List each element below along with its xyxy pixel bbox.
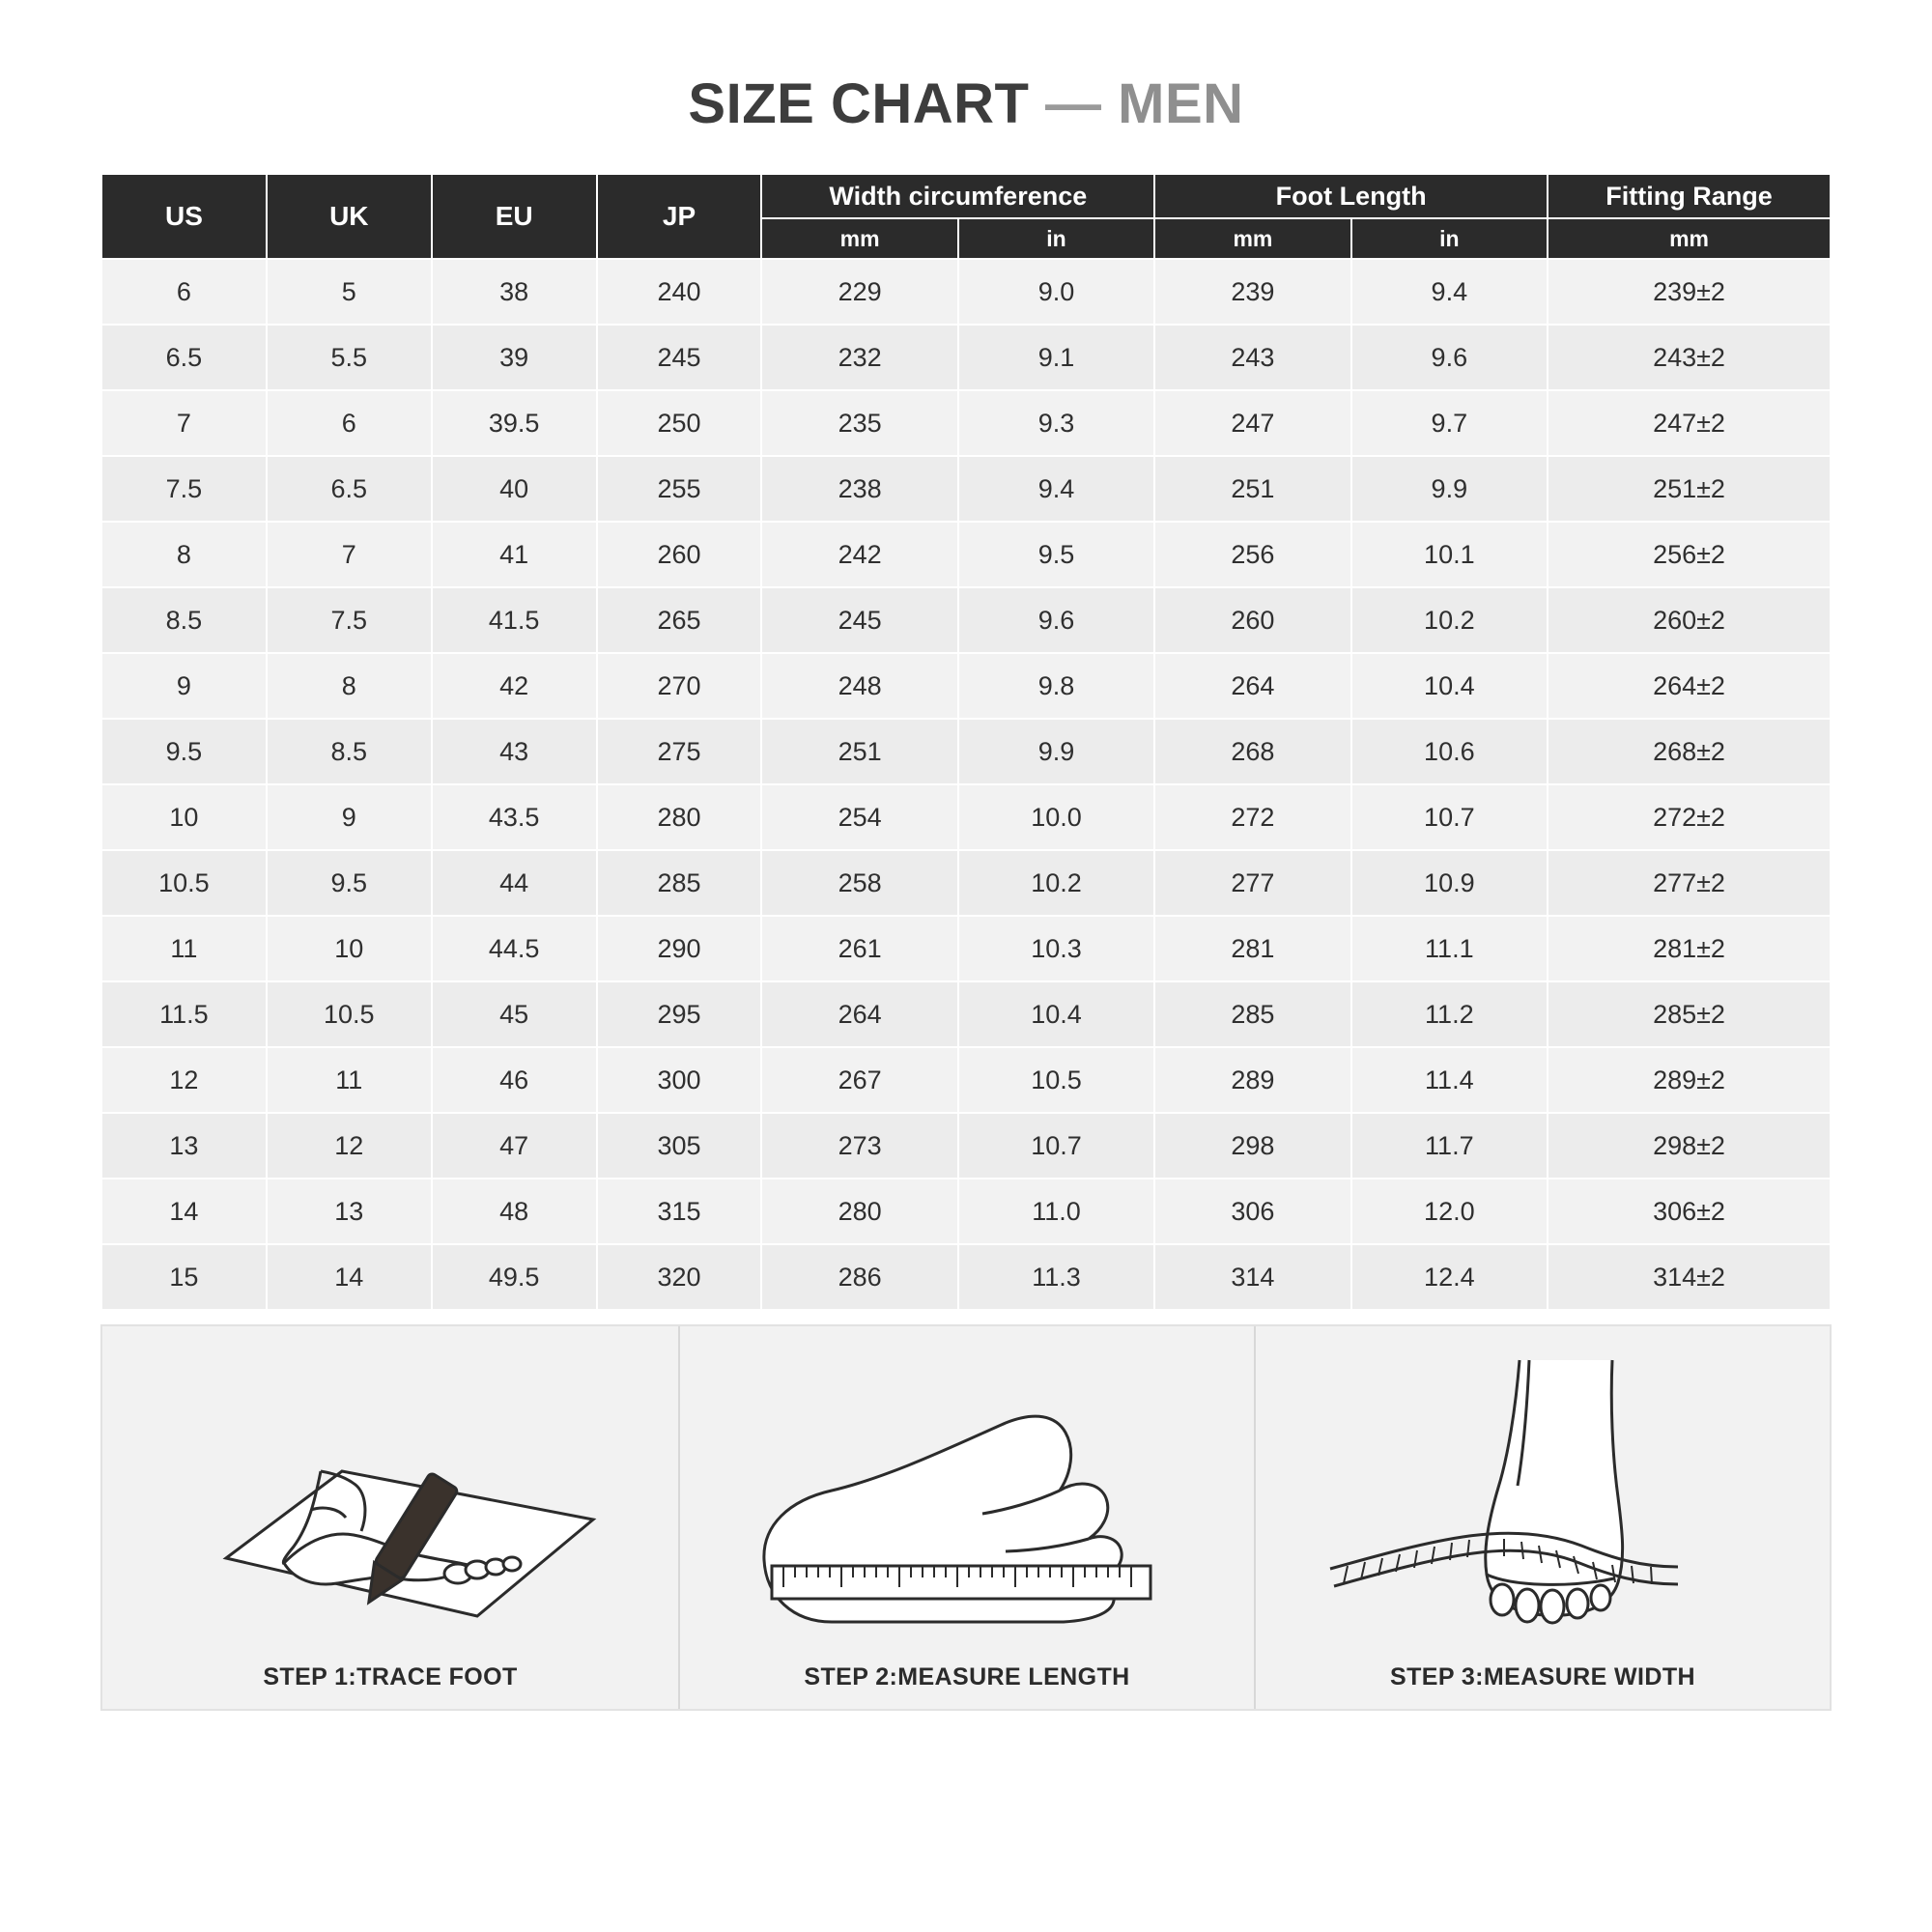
table-cell: 9.5: [958, 522, 1154, 587]
table-cell: 6: [267, 390, 432, 456]
table-cell: 300: [597, 1047, 762, 1113]
step-caption-2: STEP 2:MEASURE LENGTH: [804, 1663, 1130, 1690]
table-cell: 9.8: [958, 653, 1154, 719]
step-measure-length: [678, 1326, 1254, 1709]
table-cell: 10.7: [1351, 784, 1548, 850]
table-cell: 10.2: [1351, 587, 1548, 653]
page-title-dash: —: [1045, 72, 1102, 135]
table-cell: 240: [597, 259, 762, 325]
table-cell: 260: [1154, 587, 1350, 653]
table-cell: 10: [267, 916, 432, 981]
table-cell: 12: [267, 1113, 432, 1179]
table-row: [101, 390, 1831, 456]
col-subheader-length-mm: mm: [1154, 218, 1350, 259]
table-cell: 9.9: [1351, 456, 1548, 522]
table-cell: 306: [1154, 1179, 1350, 1244]
col-header-jp: JP: [597, 174, 762, 259]
table-cell: 5.5: [267, 325, 432, 390]
table-row: [101, 1244, 1831, 1310]
table-cell: 6: [101, 259, 267, 325]
foot-tape-measure-icon: [1256, 1326, 1830, 1663]
table-cell: 10.6: [1351, 719, 1548, 784]
table-cell: 11.1: [1351, 916, 1548, 981]
col-header-eu: EU: [432, 174, 597, 259]
table-cell: 314: [1154, 1244, 1350, 1310]
table-cell: 9.4: [958, 456, 1154, 522]
table-cell: 46: [432, 1047, 597, 1113]
col-subheader-width-mm: mm: [761, 218, 957, 259]
foot-ruler-icon: [680, 1326, 1254, 1663]
table-cell: 7.5: [267, 587, 432, 653]
table-cell: 8.5: [101, 587, 267, 653]
table-cell: 44: [432, 850, 597, 916]
table-cell: 295: [597, 981, 762, 1047]
table-cell: 254: [761, 784, 957, 850]
table-cell: 9.6: [958, 587, 1154, 653]
table-cell: 8.5: [267, 719, 432, 784]
table-cell: 7.5: [101, 456, 267, 522]
table-head: [101, 174, 1831, 259]
table-cell: 251: [1154, 456, 1350, 522]
table-row: [101, 916, 1831, 981]
table-cell: 315: [597, 1179, 762, 1244]
measure-steps: [100, 1324, 1832, 1711]
table-cell: 6.5: [267, 456, 432, 522]
table-cell: 14: [267, 1244, 432, 1310]
table-cell: 43.5: [432, 784, 597, 850]
table-cell: 247: [1154, 390, 1350, 456]
table-cell: 290: [597, 916, 762, 981]
table-cell: 7: [101, 390, 267, 456]
table-cell: 289±2: [1548, 1047, 1831, 1113]
table-cell: 258: [761, 850, 957, 916]
table-cell: 11.7: [1351, 1113, 1548, 1179]
table-cell: 44.5: [432, 916, 597, 981]
col-group-width-circumference: Width circumference: [761, 174, 1154, 218]
table-cell: 8: [267, 653, 432, 719]
table-cell: 264±2: [1548, 653, 1831, 719]
table-cell: 11.3: [958, 1244, 1154, 1310]
table-cell: 10: [101, 784, 267, 850]
table-cell: 38: [432, 259, 597, 325]
table-cell: 243: [1154, 325, 1350, 390]
table-cell: 9.0: [958, 259, 1154, 325]
table-cell: 10.1: [1351, 522, 1548, 587]
table-cell: 245: [597, 325, 762, 390]
table-cell: 11.2: [1351, 981, 1548, 1047]
table-cell: 41.5: [432, 587, 597, 653]
table-cell: 298±2: [1548, 1113, 1831, 1179]
table-cell: 314±2: [1548, 1244, 1831, 1310]
table-cell: 239±2: [1548, 259, 1831, 325]
table-body: [101, 259, 1831, 1310]
step-trace-foot: [102, 1326, 678, 1709]
table-cell: 9: [267, 784, 432, 850]
table-row: [101, 1179, 1831, 1244]
table-cell: 251: [761, 719, 957, 784]
table-cell: 285±2: [1548, 981, 1831, 1047]
table-cell: 9: [101, 653, 267, 719]
table-cell: 256: [1154, 522, 1350, 587]
table-cell: 9.1: [958, 325, 1154, 390]
table-row: [101, 456, 1831, 522]
table-cell: 277: [1154, 850, 1350, 916]
table-cell: 273: [761, 1113, 957, 1179]
table-cell: 270: [597, 653, 762, 719]
table-cell: 48: [432, 1179, 597, 1244]
table-cell: 15: [101, 1244, 267, 1310]
table-cell: 9.5: [101, 719, 267, 784]
table-cell: 306±2: [1548, 1179, 1831, 1244]
table-row: [101, 522, 1831, 587]
table-cell: 10.0: [958, 784, 1154, 850]
foot-tracing-icon: [102, 1326, 678, 1663]
table-cell: 9.5: [267, 850, 432, 916]
table-cell: 10.5: [101, 850, 267, 916]
table-row: [101, 1047, 1831, 1113]
table-cell: 39: [432, 325, 597, 390]
table-cell: 43: [432, 719, 597, 784]
table-cell: 248: [761, 653, 957, 719]
table-cell: 13: [267, 1179, 432, 1244]
table-cell: 49.5: [432, 1244, 597, 1310]
table-cell: 268: [1154, 719, 1350, 784]
table-cell: 42: [432, 653, 597, 719]
step-caption-3: STEP 3:MEASURE WIDTH: [1390, 1663, 1695, 1690]
table-row: [101, 719, 1831, 784]
table-cell: 11.0: [958, 1179, 1154, 1244]
table-cell: 13: [101, 1113, 267, 1179]
table-cell: 11: [101, 916, 267, 981]
table-cell: 285: [597, 850, 762, 916]
table-cell: 8: [101, 522, 267, 587]
table-cell: 7: [267, 522, 432, 587]
table-cell: 243±2: [1548, 325, 1831, 390]
table-cell: 265: [597, 587, 762, 653]
col-header-uk: UK: [267, 174, 432, 259]
col-subheader-width-in: in: [958, 218, 1154, 259]
table-row: [101, 587, 1831, 653]
table-row: [101, 325, 1831, 390]
table-cell: 281: [1154, 916, 1350, 981]
table-cell: 272: [1154, 784, 1350, 850]
table-row: [101, 784, 1831, 850]
col-subheader-length-in: in: [1351, 218, 1548, 259]
table-cell: 281±2: [1548, 916, 1831, 981]
table-cell: 247±2: [1548, 390, 1831, 456]
table-row: [101, 653, 1831, 719]
table-cell: 261: [761, 916, 957, 981]
table-cell: 245: [761, 587, 957, 653]
table-cell: 10.3: [958, 916, 1154, 981]
table-cell: 10.5: [267, 981, 432, 1047]
col-group-foot-length: Foot Length: [1154, 174, 1548, 218]
table-cell: 242: [761, 522, 957, 587]
step-caption-1: STEP 1:TRACE FOOT: [263, 1663, 518, 1690]
table-row: [101, 981, 1831, 1047]
table-cell: 40: [432, 456, 597, 522]
table-cell: 9.9: [958, 719, 1154, 784]
table-cell: 260: [597, 522, 762, 587]
table-cell: 239: [1154, 259, 1350, 325]
page-title-main: SIZE CHART: [688, 72, 1030, 135]
table-cell: 10.9: [1351, 850, 1548, 916]
table-cell: 256±2: [1548, 522, 1831, 587]
table-cell: 12: [101, 1047, 267, 1113]
size-chart-table: [100, 173, 1832, 1311]
table-cell: 5: [267, 259, 432, 325]
table-cell: 11.5: [101, 981, 267, 1047]
table-cell: 14: [101, 1179, 267, 1244]
page-title: [100, 71, 1832, 136]
table-cell: 275: [597, 719, 762, 784]
table-cell: 45: [432, 981, 597, 1047]
table-row: [101, 259, 1831, 325]
step-measure-width: [1254, 1326, 1830, 1709]
table-cell: 268±2: [1548, 719, 1831, 784]
page-title-segment: MEN: [1118, 72, 1244, 135]
table-cell: 232: [761, 325, 957, 390]
table-cell: 229: [761, 259, 957, 325]
table-cell: 289: [1154, 1047, 1350, 1113]
table-cell: 12.0: [1351, 1179, 1548, 1244]
table-cell: 264: [1154, 653, 1350, 719]
table-cell: 9.3: [958, 390, 1154, 456]
table-cell: 6.5: [101, 325, 267, 390]
table-cell: 260±2: [1548, 587, 1831, 653]
table-cell: 10.2: [958, 850, 1154, 916]
table-cell: 41: [432, 522, 597, 587]
table-cell: 320: [597, 1244, 762, 1310]
table-header-row-1: [101, 174, 1831, 218]
table-cell: 9.4: [1351, 259, 1548, 325]
table-cell: 280: [597, 784, 762, 850]
table-cell: 12.4: [1351, 1244, 1548, 1310]
table-cell: 10.4: [1351, 653, 1548, 719]
table-cell: 285: [1154, 981, 1350, 1047]
table-cell: 272±2: [1548, 784, 1831, 850]
table-cell: 298: [1154, 1113, 1350, 1179]
col-header-us: US: [101, 174, 267, 259]
table-cell: 10.7: [958, 1113, 1154, 1179]
table-cell: 10.4: [958, 981, 1154, 1047]
table-cell: 264: [761, 981, 957, 1047]
table-cell: 11.4: [1351, 1047, 1548, 1113]
table-cell: 11: [267, 1047, 432, 1113]
table-row: [101, 1113, 1831, 1179]
table-cell: 9.7: [1351, 390, 1548, 456]
table-cell: 255: [597, 456, 762, 522]
col-group-fitting-range: Fitting Range: [1548, 174, 1831, 218]
table-cell: 9.6: [1351, 325, 1548, 390]
table-cell: 280: [761, 1179, 957, 1244]
table-cell: 286: [761, 1244, 957, 1310]
table-cell: 10.5: [958, 1047, 1154, 1113]
table-cell: 277±2: [1548, 850, 1831, 916]
table-cell: 251±2: [1548, 456, 1831, 522]
table-cell: 235: [761, 390, 957, 456]
table-cell: 250: [597, 390, 762, 456]
table-cell: 39.5: [432, 390, 597, 456]
table-cell: 267: [761, 1047, 957, 1113]
table-cell: 238: [761, 456, 957, 522]
table-cell: 47: [432, 1113, 597, 1179]
table-cell: 305: [597, 1113, 762, 1179]
col-subheader-fitting-mm: mm: [1548, 218, 1831, 259]
table-row: [101, 850, 1831, 916]
